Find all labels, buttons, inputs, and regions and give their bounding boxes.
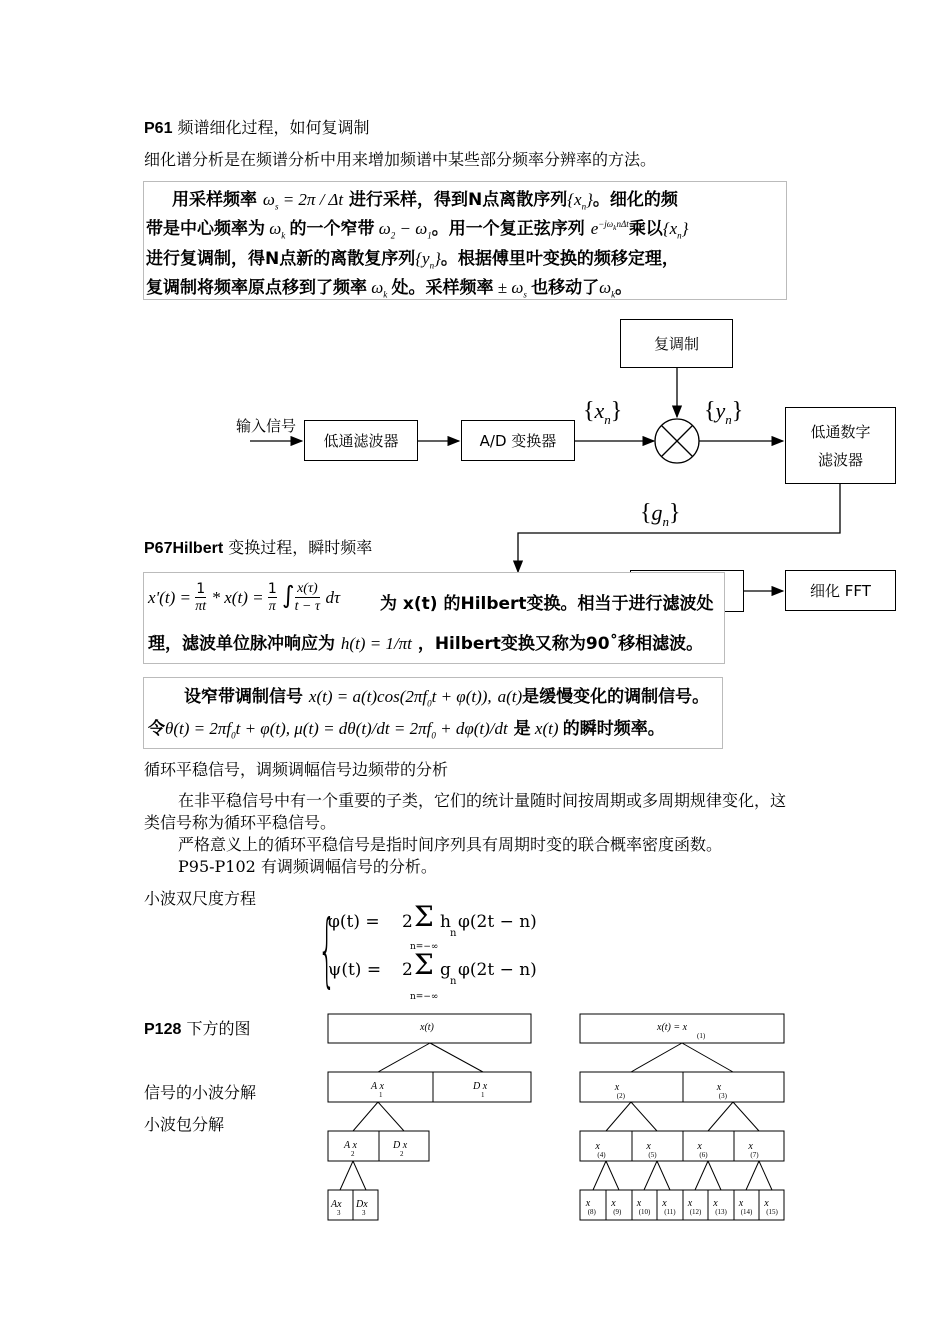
packet-node-level2-1: x (5) [646,1141,657,1159]
zoom-line-2: 带是中心频率为 $\omega_k$ 的一个窄带 $\omega_2 - \omega_1$。用一个复正弦序列 $e^{-j\omega_kn\Delta t}$乘以$\{x_n\}$ [146,219,689,241]
adc-block: A/D 变换器 [461,420,575,461]
cyclostationary-title: 循环平稳信号，调频调幅信号边频带的分析 [144,760,449,779]
sequence-g-label: $\{g_n\}$ [640,500,681,529]
brace-icon: { [318,903,336,996]
heading-text: 频谱细化过程，如何复调制 [172,118,370,137]
demodulation-block: 复调制 [620,319,733,368]
hilbert-line-1: 为 x(t) 的Hilbert变换。相当于进行滤波处 [380,594,714,614]
two-scale-title: 小波双尺度方程 [144,889,257,908]
sequence-x-label: $\{x_n\}$ [583,398,623,427]
wavelet-decomposition-label: 信号的小波分解 [144,1083,257,1102]
zoom-intro: 细化谱分析是在频谱分析中用来增加频谱中某些部分频率分辨率的方法。 [144,150,657,169]
packet-node-level3-0: x (8) [585,1198,596,1216]
section-heading-p128: P128 下方的图 [144,1019,251,1038]
two-scale-equations: { φ(t) = 2 Σ h n φ(2t − n) n=−∞ ψ(t) = 2 Σ g n φ(2t − n) n=−∞ [318,900,537,1002]
cyclo-paragraph-3: P95-P102 有调频调幅信号的分析。 [178,857,437,876]
packet-node-level2-3: x (7) [748,1141,759,1159]
zoom-line-4: 复调制将频率原点移到了频率 $\omega_k$ 处。采样频率 ± $\omega_s$ 也移动了$\omega_k$。 [146,278,633,300]
packet-node-level3-1: x (9) [611,1198,622,1216]
eq1-lhs: φ(t) = [328,912,380,932]
packet-node-level3-4: x (12) [687,1198,702,1216]
packet-node-level3-6: x (14) [738,1198,753,1216]
lowpass-filter-block: 低通滤波器 [304,420,418,461]
inst-freq-line-1: 设窄带调制信号 $x(t) = a(t)\cos(2\pi f_0t + \varphi(t))$, a(t)是缓慢变化的调制信号。 [184,687,710,709]
tree-node-a2: A x 2 [344,1140,357,1158]
packet-node-level2-0: x (4) [595,1141,606,1159]
tree-root-left: x(t) [420,1022,434,1033]
zoom-fft-block: 细化 FFT [785,570,896,611]
page-ref: P61 [144,120,173,137]
packet-node-level1-1: x (3) [716,1082,727,1100]
eq2-lhs: ψ(t) = [328,960,382,980]
tree-node-a3: Ax 3 [331,1199,342,1217]
zoom-line-3: 进行复调制，得N点新的离散复序列$\{y_n\}$。根据傅里叶变换的频移定理， [146,249,679,271]
section-heading-p67: P67Hilbert 变换过程，瞬时频率 [144,538,378,559]
packet-node-level1-0: x (2) [614,1082,625,1100]
tree-node-d2: D x 2 [393,1140,408,1158]
cyclo-paragraph-2: 严格意义上的循环平稳信号是指时间序列具有周期时变的联合概率密度函数。 [178,835,723,854]
packet-node-level3-2: x (10) [636,1198,651,1216]
hilbert-formula: x'(t) = $\frac{1}{\pi t} * x(t)$ = $\frac{1}{\pi}$ ∫ $\frac{x(\tau)}{t - \tau}$ dτ [148,581,341,614]
digital-lowpass-block: 低通数字 滤波器 [785,407,896,484]
sum-icon: Σ [414,948,434,981]
packet-node-level3-7: x (15) [764,1198,778,1216]
input-signal-label: 输入信号 [236,417,297,435]
packet-node-level3-5: x (13) [713,1198,727,1216]
packet-node-level3-3: x (11) [662,1198,676,1216]
hilbert-line-2: 理，滤波单位脉冲响应为 h(t) = 1/πt ，Hilbert变换又称为90˚移相滤波。 [148,634,704,654]
wavelet-packet-label: 小波包分解 [144,1115,225,1134]
cyclo-paragraph-1a: 在非平稳信号中有一个重要的子类，它们的统计量随时间按周期或多周期规律变化，这 [178,791,787,810]
inst-freq-line-2: 令$\theta(t) = 2\pi f_0t + \varphi(t)$, $\mu(t) = d\theta(t)/dt = 2\pi f_0 + d\varphi(t)/dt$ 是 x(t) 的瞬时频率。 [148,719,665,741]
packet-node-level2-2: x (6) [697,1141,708,1159]
tree-node-d1: D x 1 [473,1081,488,1099]
tree-node-a1: A x 1 [371,1081,384,1099]
sum-icon: Σ [414,900,434,933]
sequence-y-label: $\{y_n\}$ [704,398,744,427]
zoom-line-1: 用采样频率 $\omega_s = 2\pi / \Delta t$ 进行采样，得到N点离散序列$\{x_n\}$。细化的频 [172,190,678,212]
packet-root: x(t) = x (1) [657,1022,706,1040]
tree-node-d3: Dx 3 [356,1199,368,1217]
cyclo-paragraph-1b: 类信号称为循环平稳信号。 [144,813,337,832]
